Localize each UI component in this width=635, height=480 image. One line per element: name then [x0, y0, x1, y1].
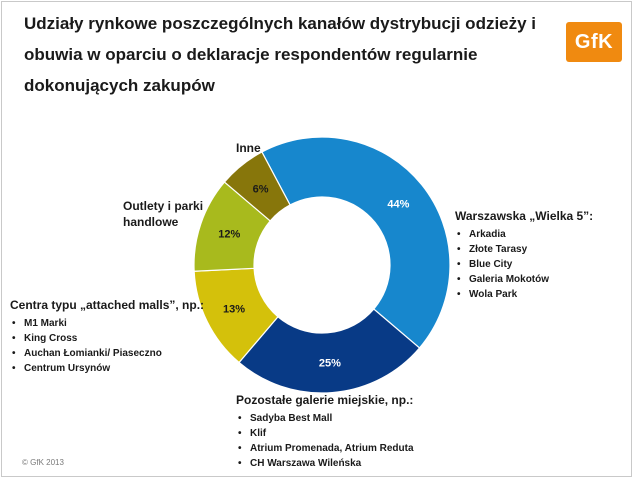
list-item: • CH Warszawa Wileńska [236, 456, 414, 471]
label-outlety-line-2: handlowe [123, 215, 179, 229]
label-inne [236, 140, 261, 156]
list-item: • Blue City [455, 257, 593, 272]
slice-pozostale-value-label: 25% [318, 357, 341, 370]
list-item: • Auchan Łomianki/ Piaseczno [10, 346, 204, 361]
list-item: • Sadyba Best Mall [236, 411, 414, 426]
slice-inne-value-label: 6% [252, 183, 269, 196]
label-centra-list [10, 316, 204, 376]
list-item: • Klif [236, 426, 414, 441]
list-item: • Arkadia [455, 227, 593, 242]
list-item: • Galeria Mokotów [455, 272, 593, 287]
slice-centra-value-label: 13% [223, 303, 246, 316]
label-centra-head: Centra typu „attached malls”, np.: [10, 298, 205, 312]
slice-warszawska [262, 137, 450, 348]
title-line-1: Udziały rynkowe poszczególnych kanałów dystrybucji odzieży i [24, 14, 537, 33]
logo-text: GfK [574, 30, 614, 53]
list-item: • Centrum Ursynów [10, 361, 204, 376]
label-pozostale [236, 392, 414, 471]
list-item: • M1 Marki [10, 316, 204, 331]
label-warszawska [455, 208, 593, 302]
copyright-text: © GfK 2013 [22, 458, 64, 467]
label-centra [10, 297, 204, 376]
donut-slices [194, 137, 450, 393]
label-outlety [123, 198, 203, 230]
label-pozostale-head: Pozostałe galerie miejskie, np.: [236, 393, 414, 407]
title-line-2: obuwia w oparciu o deklaracje respondentów regularnie [24, 45, 478, 64]
list-item: • Złote Tarasy [455, 242, 593, 257]
list-item: • Wola Park [455, 287, 593, 302]
slice-outlety-value-label: 12% [218, 228, 241, 241]
label-warszawska-list [455, 227, 593, 302]
title-line-3: dokonujących zakupów [24, 76, 215, 95]
label-inne-head: Inne [236, 141, 261, 155]
label-pozostale-list [236, 411, 414, 471]
list-item: • King Cross [10, 331, 204, 346]
label-warszawska-head: Warszawska „Wielka 5”: [455, 209, 594, 223]
slice-warszawska-value-label: 44% [387, 198, 410, 211]
label-outlety-line-1: Outlety i parki [123, 199, 204, 213]
list-item: • Atrium Promenada, Atrium Reduta [236, 441, 414, 456]
